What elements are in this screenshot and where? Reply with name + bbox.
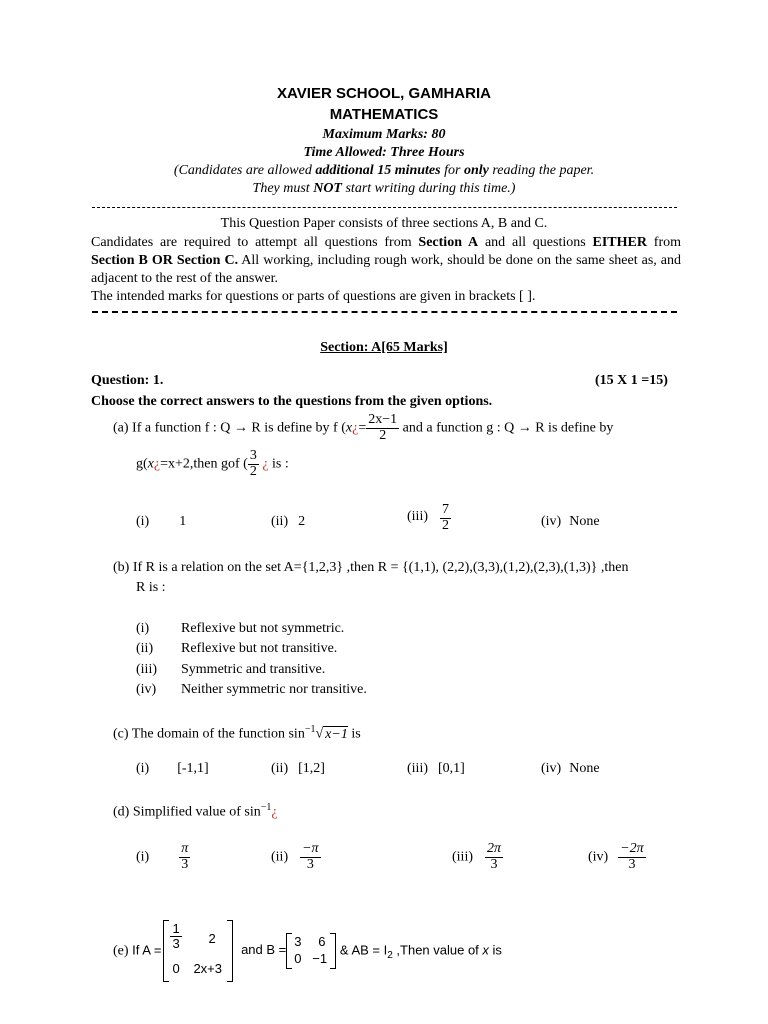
option-b-i[interactable]: (i) Reflexive but not symmetric.	[136, 621, 345, 636]
option-b-iii[interactable]: (iii) Symmetric and transitive.	[136, 662, 326, 677]
question-a-line1: (a) If a function f : Q → R is define by f (x¿= $\frac{2x-1}{2}$ and a function g : Q → R is define by	[113, 412, 614, 443]
question-b-line2: R is :	[136, 580, 166, 595]
instructions-para2: Candidates are required to attempt all questions from Section A and all questions EITHER from Section B OR Section C. All working, including rough work, should be done on the same sheet as, and adjacent to the rest of the answer.	[91, 235, 681, 286]
question-a-line2: g(x¿=x+2,then gof ( $\frac{3}{2}$ ¿ is :	[136, 448, 289, 479]
school-name: XAVIER SCHOOL, GAMHARIA	[277, 85, 491, 102]
subject-title: MATHEMATICS	[329, 106, 439, 123]
fraction: $\frac{2x-1}{2}$	[368, 412, 398, 443]
option-b-iv[interactable]: (iv) Neither symmetric nor transitive.	[136, 682, 367, 697]
question-directive: Choose the correct answers to the questions from the given options.	[91, 394, 493, 409]
option-a-iii[interactable]: (iii) $\frac{7}{2}$	[407, 502, 449, 533]
option-d-i[interactable]: (i) $\frac{\pi}{3}$	[136, 841, 189, 872]
matrix-a: $\frac{1}{3}$ 2 0 2x+3	[163, 920, 233, 982]
option-c-iv[interactable]: (iv) None	[541, 761, 600, 776]
instructions-line3: The intended marks for questions or parts of questions are given in brackets [ ].	[91, 289, 536, 304]
time-allowed: Time Allowed: Three Hours	[303, 145, 465, 160]
question-b-line1: (b) If R is a relation on the set A={1,2,3} ,then R = {(1,1), (2,2),(3,3),(1,2),(2,3),(1,3)} ,then	[113, 560, 629, 575]
option-a-i[interactable]: (i) 1	[136, 514, 187, 529]
divider-bold-dashed	[92, 311, 677, 313]
max-marks: Maximum Marks: 80	[322, 127, 446, 142]
option-a-iv[interactable]: (iv) None	[541, 514, 600, 529]
divider-dashed	[92, 207, 677, 208]
candidate-note-line2: They must NOT start writing during this time.)	[252, 181, 516, 196]
option-c-i[interactable]: (i) [-1,1]	[136, 761, 209, 776]
option-d-iii[interactable]: (iii) $\frac{2\pi}{3}$	[452, 841, 502, 872]
section-title: Section: A[65 Marks]	[320, 340, 448, 355]
instructions-line1: This Question Paper consists of three sections A, B and C.	[220, 216, 548, 231]
question-e-line1: (e) If A = $\frac{1}{3}$ 2 0 2x+3 and B = 3 6 0 −1 & AB = $I_2$ ,Then value of x is	[113, 920, 502, 982]
question-c-line1: (c) The domain of the function $\sin^{-1}√$ x−1 is	[113, 724, 361, 742]
question-marks: (15 X 1 =15)	[595, 373, 668, 388]
matrix-b: 3 6 0 −1	[286, 933, 336, 969]
candidate-note-line1: (Candidates are allowed additional 15 minutes for only reading the paper.	[173, 163, 595, 178]
option-d-iv[interactable]: (iv) $\frac{-2\pi}{3}$	[588, 841, 644, 872]
option-c-iii[interactable]: (iii) [0,1]	[407, 761, 465, 776]
option-d-ii[interactable]: (ii) $\frac{-\pi}{3}$	[271, 841, 319, 872]
question-d-line1: (d) Simplified value of $\sin^{-1}¿$	[113, 802, 278, 820]
fraction: $\frac{3}{2}$	[249, 448, 257, 479]
option-c-ii[interactable]: (ii) [1,2]	[271, 761, 325, 776]
question-label: Question: 1.	[91, 373, 164, 388]
option-a-ii[interactable]: (ii) 2	[271, 514, 306, 529]
option-b-ii[interactable]: (ii) Reflexive but not transitive.	[136, 641, 338, 656]
